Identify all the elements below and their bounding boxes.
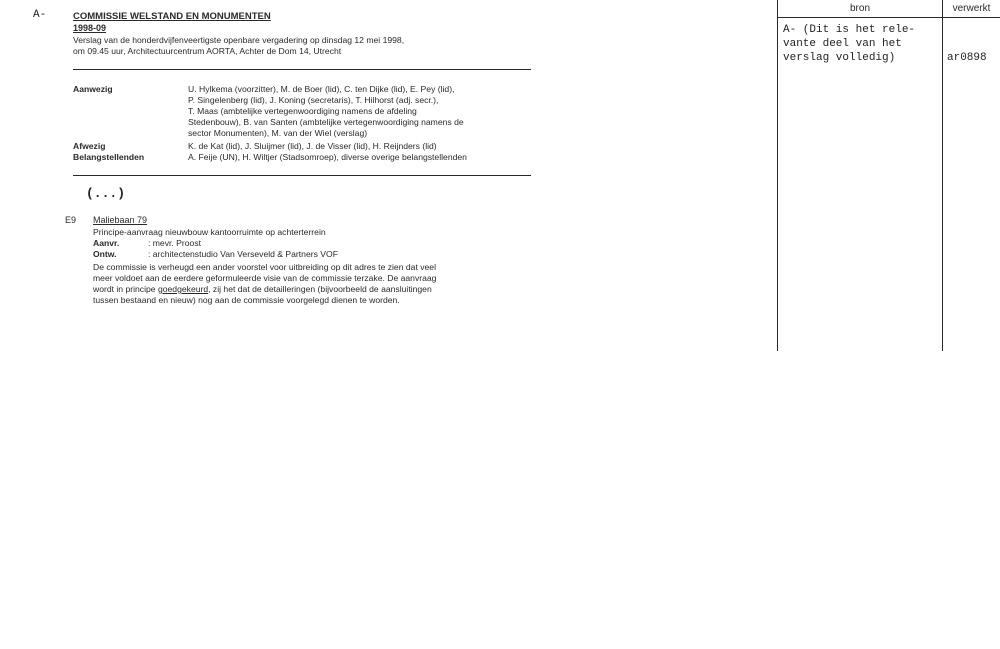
body-line: tussen bestaand en nieuw) nog aan de commissie voorgelegd dienen te worden. [93, 295, 400, 305]
present-label: Aanwezig [73, 84, 113, 94]
applicant-label: Aanvr. [93, 238, 120, 248]
body-line: meer voldoet aan de eerdere geformuleerde visie van de commissie terzake. De aanvraag [93, 273, 437, 283]
bron-header: bron [849, 3, 870, 14]
body-line [93, 284, 436, 295]
document-title: COMMISSIE WELSTAND EN MONUMENTEN [73, 11, 271, 22]
table-left-border [777, 0, 778, 351]
present-line: P. Singelenberg (lid), J. Koning (secretaris), T. Hilhorst (adj. secr.), [188, 95, 439, 105]
present-line: sector Monumenten), M. van der Wiel (verslag) [188, 128, 368, 138]
meeting-line-1: Verslag van de honderdvijfenveertigste openbare vergadering op dinsdag 12 mei 1998, [73, 35, 405, 45]
interested-list: A. Feije (UN), H. Wiltjer (Stadsomroep), diverse overige belangstellenden [188, 152, 467, 162]
bron-note-line: verslag volledig) [783, 52, 896, 64]
omission-mark: (...) [86, 186, 126, 201]
item-body [93, 262, 436, 306]
interested-label: Belangstellenden [73, 152, 145, 162]
body-line: De commissie is verheugd een ander voorstel voor uitbreiding op dit adres te zien dat veel [93, 262, 436, 272]
bron-note-line: vante deel van het [783, 38, 902, 50]
body-line-suffix: , zij het dat de detailleringen (bijvoorbeeld de aansluitingen [208, 284, 432, 294]
verwerkt-code: ar0898 [947, 52, 987, 64]
body-line-prefix: wordt in principe [93, 284, 158, 294]
present-line: Stedenbouw), B. van Santen (ambtelijke vertegenwoordiging namens de [188, 117, 464, 127]
applicant-value: : mevr. Proost [148, 238, 202, 248]
bron-note-line: A- (Dit is het rele- [783, 24, 916, 36]
designer-value: : architectenstudio Van Verseveld & Partners VOF [148, 249, 338, 259]
absent-list: K. de Kat (lid), J. Sluijmer (lid), J. de Visser (lid), H. Reijnders (lid) [188, 141, 437, 151]
item-code: E9 [65, 215, 77, 225]
approved-term: goedgekeurd [157, 284, 209, 294]
meeting-line-2: om 09.45 uur, Architectuurcentrum AORTA, Achter de Dom 14, Utrecht [73, 46, 342, 56]
absent-label: Afwezig [73, 141, 106, 151]
designer-label: Ontw. [93, 249, 117, 259]
verwerkt-header: verwerkt [952, 3, 991, 14]
margin-marker: A- [33, 9, 47, 21]
present-line: U. Hylkema (voorzitter), M. de Boer (lid), C. ten Dijke (lid), E. Pey (lid), [188, 84, 455, 94]
table-column-divider [942, 0, 943, 351]
present-list [188, 84, 464, 139]
attendance-rule [73, 175, 531, 176]
item-address: Maliebaan 79 [93, 215, 148, 225]
header-rule [73, 69, 531, 70]
table-header-rule [777, 17, 1000, 18]
present-line: T. Maas (ambtelijke vertegenwoordiging namens de afdeling [188, 106, 417, 116]
item-subject: Principe-aanvraag nieuwbouw kantoorruimte op achterterrein [93, 227, 326, 237]
bron-note [783, 23, 915, 65]
document-date: 1998-09 [73, 23, 107, 33]
